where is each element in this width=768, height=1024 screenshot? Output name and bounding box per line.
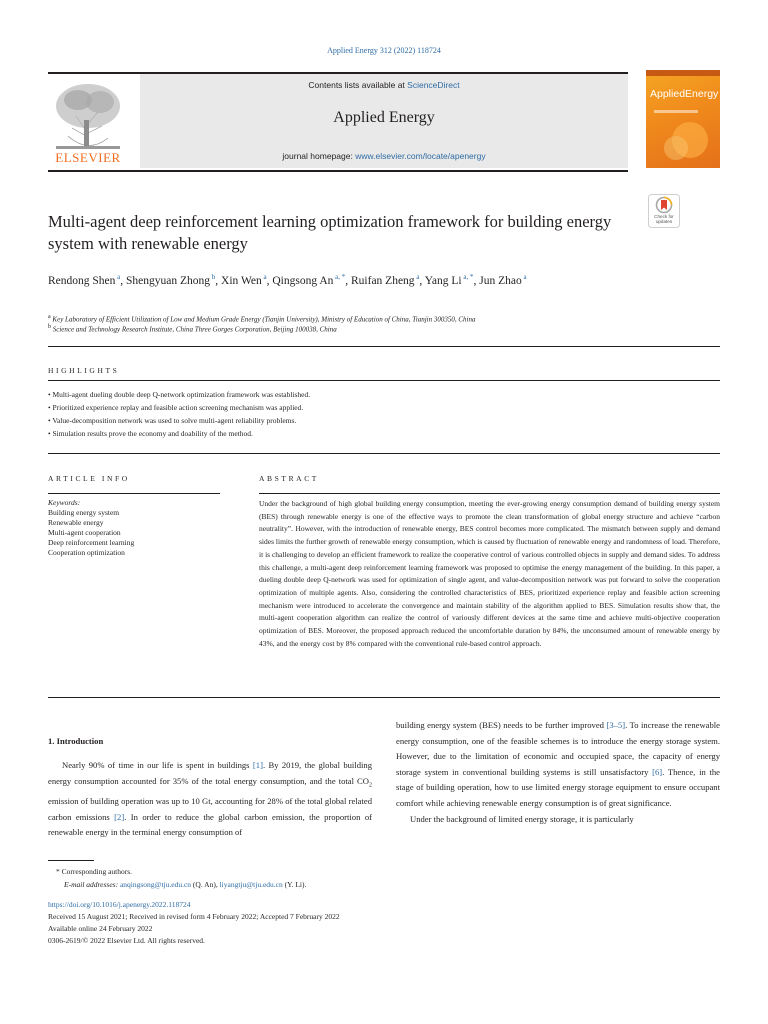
citation-link[interactable]: [2]: [114, 811, 125, 822]
highlights-heading: HIGHLIGHTS: [48, 366, 120, 375]
banner-bottom-rule: [48, 170, 628, 172]
corresponding-note: * Corresponding authors.: [56, 867, 133, 876]
highlights-list: [48, 388, 720, 440]
affiliation-marker: b: [48, 324, 51, 330]
body-text: . In order to reduce the global carbon emission, the proportion of renewable energy in the terminal energy consumption of: [48, 811, 372, 838]
keyword: Multi-agent cooperation: [48, 528, 121, 537]
body-text: emission of building operation was up to 10 Gt, accounting for 28% of the total global related carbon emissions: [48, 795, 372, 822]
keyword: Renewable energy: [48, 518, 104, 527]
journal-citation[interactable]: Applied Energy 312 (2022) 118724: [327, 46, 441, 55]
author-name[interactable]: Rendong Shen: [48, 274, 116, 287]
author-affiliation-marker[interactable]: a, *: [333, 273, 346, 281]
body-text: . By 2019, the global building energy consumption accounted for 35% of the total energy consumption, and the total CO: [48, 760, 372, 786]
publisher-wordmark: ELSEVIER: [55, 150, 121, 165]
introduction-right-column: [396, 718, 720, 827]
author-list: Rendong Shen $^a$, Shengyuan Zhong $^b$, Xin Wen $^a$, Qingsong An $^{a, *}$, Ruifan Zheng $^a$, Yang Li $^{a, *}$, Jun Zhao $^a$: [48, 273, 527, 287]
author-name[interactable]: Qingsong An: [272, 274, 334, 287]
divider: [259, 493, 720, 494]
affiliation-a: [48, 314, 475, 323]
author-name[interactable]: Xin Wen: [221, 274, 262, 287]
highlight-item: • Multi-agent dueling double deep Q-network optimization framework was established.: [48, 390, 311, 399]
abstract-heading: ABSTRACT: [259, 474, 319, 483]
introduction-left-column: [48, 758, 372, 841]
author-affiliation-marker[interactable]: a: [521, 273, 527, 281]
sciencedirect-link[interactable]: ScienceDirect: [407, 80, 460, 90]
paragraph: [396, 718, 720, 812]
affiliation-text: Science and Technology Research Institute, China Three Gorges Corporation, Beijing 100038, China: [52, 325, 337, 334]
email-owner: (Q. An),: [191, 880, 220, 889]
affiliation-marker: a: [48, 314, 51, 320]
citation-link[interactable]: [6]: [652, 766, 663, 777]
body-text: building energy system (BES) needs to be further improved: [396, 720, 607, 730]
available-online: Available online 24 February 2022: [48, 924, 153, 933]
contents-line: [140, 80, 628, 90]
keyword: Deep reinforcement learning: [48, 538, 135, 547]
footnote-rule: [48, 860, 94, 861]
author-affiliation-marker[interactable]: a: [261, 273, 267, 281]
affiliation-b: [48, 324, 337, 333]
affiliation-text: Key Laboratory of Efficient Utilization of Low and Medium Grade Energy (Tianjin University), Ministry of Education of China, Tianjin 300350, China: [52, 315, 476, 324]
divider: [48, 346, 720, 347]
keyword: Cooperation optimization: [48, 548, 125, 557]
keywords-block: [48, 498, 220, 558]
received-dates: Received 15 August 2021; Received in revised form 4 February 2022; Accepted 7 February 2022: [48, 912, 340, 921]
keywords-label: Keywords:: [48, 498, 81, 507]
author-affiliation-marker[interactable]: a: [115, 273, 121, 281]
highlight-item: • Simulation results prove the economy and doability of the method.: [48, 429, 253, 438]
divider: [48, 453, 720, 454]
cover-artwork: [650, 104, 716, 164]
citation-link[interactable]: [1]: [252, 760, 263, 770]
keyword: Building energy system: [48, 508, 120, 517]
cover-top-strip: [646, 70, 720, 76]
homepage-link[interactable]: www.elsevier.com/locate/apenergy: [355, 151, 486, 161]
author-affiliation-marker[interactable]: b: [210, 273, 216, 281]
body-text: . Thence, in the stage of building operation, how to use limited energy storage equipment to ensure occupant comfort while achieving renewable energy consumption is of great significance.: [396, 766, 720, 808]
body-text: Nearly 90% of time in our life is spent in buildings: [62, 760, 253, 770]
cover-title: AppliedEnergy: [650, 88, 719, 100]
citation-link[interactable]: [3–5]: [606, 720, 626, 730]
body-text: . To increase the renewable energy consumption, one of the feasible schemes is to introduce the energy storage system. However, due to the limitation of economic and occupied space, the capacity of energy storage system in conventional building systems is still unsatisfactory: [396, 720, 720, 777]
email-label: E-mail addresses:: [64, 880, 120, 889]
divider: [48, 380, 720, 381]
homepage-prefix: journal homepage:: [282, 151, 356, 161]
author-name[interactable]: Jun Zhao: [479, 274, 522, 287]
check-for-updates-label: Check for updates: [654, 214, 674, 224]
co2-subscript: 2: [369, 782, 372, 789]
email-line: [64, 879, 306, 892]
contents-prefix: Contents lists available at: [308, 80, 408, 90]
article-info-heading: ARTICLE INFO: [48, 474, 130, 483]
introduction-heading: 1. Introduction: [48, 736, 104, 746]
email-owner: (Y. Li).: [282, 880, 307, 889]
author-name[interactable]: Shengyuan Zhong: [126, 274, 211, 287]
author-name[interactable]: Ruifan Zheng: [351, 274, 415, 287]
paragraph: Under the background of limited energy storage, it is particularly: [410, 813, 634, 824]
paper-title: Multi-agent deep reinforcement learning optimization framework for building energy system with renewable energy: [48, 212, 612, 253]
divider: [48, 493, 220, 494]
author-affiliation-marker[interactable]: a, *: [461, 273, 474, 281]
highlight-item: • Value-decomposition network was used to solve multi-agent reliability problems.: [48, 416, 297, 425]
author-affiliation-marker[interactable]: a: [414, 273, 420, 281]
divider: [48, 697, 720, 698]
journal-homepage: [140, 151, 628, 161]
email-link[interactable]: liyangtju@tju.edu.cn: [219, 880, 283, 889]
email-link[interactable]: anqingsong@tju.edu.cn: [119, 880, 192, 889]
highlight-item: • Prioritized experience replay and feasible action screening mechanism was applied.: [48, 403, 304, 412]
copyright: 0306-2619/© 2022 Elsevier Ltd. All rights reserved.: [48, 936, 205, 945]
journal-title: Applied Energy: [333, 109, 435, 126]
doi-link[interactable]: https://doi.org/10.1016/j.apenergy.2022.118724: [48, 900, 191, 909]
author-name[interactable]: Yang Li: [424, 274, 462, 287]
abstract-text: Under the background of high global building energy consumption, meeting the ever-growing energy consumption demand of building energy system (BES) through renewable energy is one of the effective ways to promote the clean transformation of global energy structure and achieve “carbon neutrality”. However, with the introduction of renewable energy, BES control becomes more complicated. The mismatch between supply and demand sides limits the further growth of renewable energy consumption, which is caused by fluctuation of renewable energy and randomness of load. Therefore, it is challenging to develop an efficient framework to realize the cooperative control of various controlled objects in supply and demand sides. To address this challenge, a multi-agent deep reinforcement learning framework was proposed to optimise the energy management of the building. In this paper, a dueling double deep Q-network was used for optimization of single agent, and value-decomposition network was put forward to solve the cooperation optimization of multiple agents. Also, considering the controlled characteristics of BES, prioritized experience replay and feasible action screening mechanism were introduced to accelerate the convergence and maintain stability of the algorithm applied to BES. Simulation results show that, the multi-agent cooperation algorithm can realize the control of variously different devices at the same time and achieve multi-objective cooperation optimization of BES. Moreover, the proposed approach reduced the uncomfortable duration by 84%, the unconsumed amount of renewable energy by 43%, and the energy cost by 8% compared with the conventional rule-based control approach.: [259, 499, 720, 648]
